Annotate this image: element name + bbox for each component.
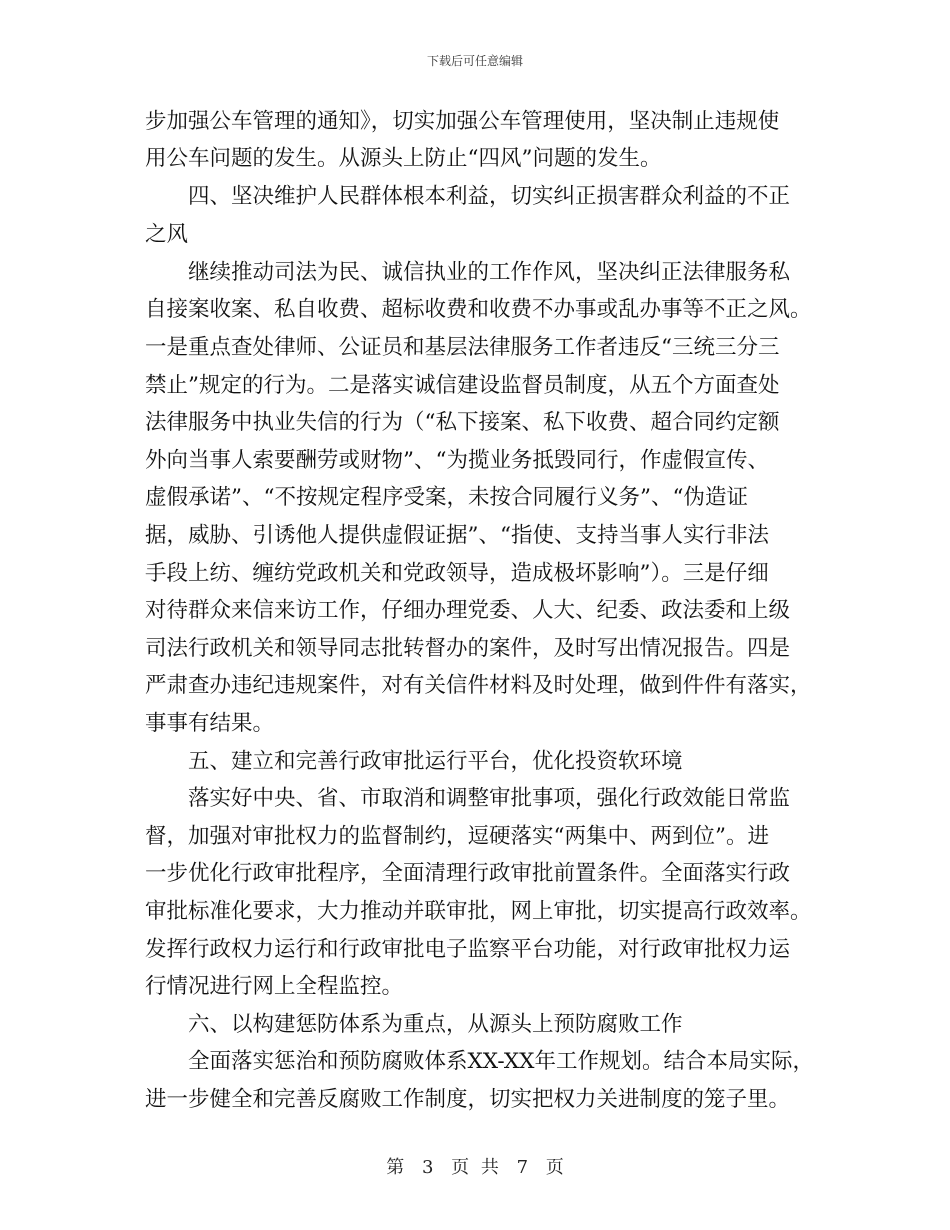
text-line: 步加强公车管理的通知》，切实加强公车管理使用，坚决制止违规使 bbox=[145, 109, 780, 134]
text-line: 法律服务中执业失信的行为（“私下接案、私下收费、超合同约定额 bbox=[145, 410, 780, 435]
text-line: 用公车问题的发生。从源头上防止“四风”问题的发生。 bbox=[145, 146, 662, 171]
text-line: 自接案收案、私自收费、超标收费和收费不办事或乱办事等不正之风。 bbox=[145, 297, 812, 322]
section-heading: 六、以构建惩防体系为重点，从源头上预防腐败工作 bbox=[188, 1012, 683, 1037]
text-line: 督，加强对审批权力的监督制约，逗硬落实“两集中、两到位”。进 bbox=[145, 824, 769, 849]
text-line: 外向当事人索要酬劳或财物”、“为揽业务抵毁同行，作虚假宣传、 bbox=[145, 448, 769, 473]
text-line: 发挥行政权力运行和行政审批电子监察平台功能，对行政审批权力运 bbox=[145, 937, 791, 962]
text-line: 对待群众来信来访工作，仔细办理党委、人大、纪委、政法委和上级 bbox=[145, 598, 791, 623]
text-line: 一步优化行政审批程序，全面清理行政审批前置条件。全面落实行政 bbox=[145, 861, 791, 886]
text-line: 之风 bbox=[145, 222, 189, 247]
page-header: 下载后可任意编辑 bbox=[426, 54, 523, 68]
current-page-number: 3 bbox=[421, 1157, 434, 1178]
text-line: 一是重点查处律师、公证员和基层法律服务工作者违反“三统三分三 bbox=[145, 335, 780, 360]
paragraph-start: 落实好中央、省、市取消和调整审批事项，强化行政效能日常监 bbox=[188, 786, 791, 811]
total-pages-number: 7 bbox=[516, 1157, 529, 1178]
text-line: 据，威胁、引诱他人提供虚假证据”、“指使、支持当事人实行非法 bbox=[145, 523, 769, 548]
footer-suffix: 页 bbox=[545, 1157, 564, 1178]
paragraph-start: 继续推动司法为民、诚信执业的工作作风，坚决纠正法律服务私 bbox=[188, 260, 791, 285]
text-line: 事事有结果。 bbox=[145, 711, 275, 736]
footer-prefix: 第 bbox=[386, 1157, 405, 1178]
text-line: 禁止”规定的行为。二是落实诚信建设监督员制度，从五个方面查处 bbox=[145, 373, 780, 398]
text-line: 手段上纺、缠纺党政机关和党政领导，造成极坏影响”）。三是仔细 bbox=[145, 561, 769, 586]
text-line: 司法行政机关和领导同志批转督办的案件，及时写出情况报告。四是 bbox=[145, 636, 791, 661]
section-heading: 五、建立和完善行政审批运行平台，优化投资软环境 bbox=[188, 749, 683, 774]
text-line: 行情况进行网上全程监控。 bbox=[145, 974, 404, 999]
text-line: 严肃查办违纪违规案件，对有关信件材料及时处理，做到件件有落实， bbox=[145, 673, 812, 698]
text-line: 进一步健全和完善反腐败工作制度，切实把权力关进制度的笼子里。 bbox=[145, 1087, 791, 1112]
paragraph-start: 全面落实惩治和预防腐败体系XX-XX年工作规划。结合本局实际， bbox=[188, 1049, 814, 1074]
text-line: 虚假承诺”、“不按规定程序受案，未按合同履行义务”、“伪造证 bbox=[145, 485, 748, 510]
footer-middle: 页 共 bbox=[451, 1157, 499, 1178]
page-footer bbox=[0, 1153, 950, 1179]
text-line: 审批标准化要求，大力推动并联审批，网上审批，切实提高行政效率。 bbox=[145, 899, 812, 924]
section-heading: 四、坚决维护人民群体根本利益，切实纠正损害群众利益的不正 bbox=[188, 184, 791, 209]
